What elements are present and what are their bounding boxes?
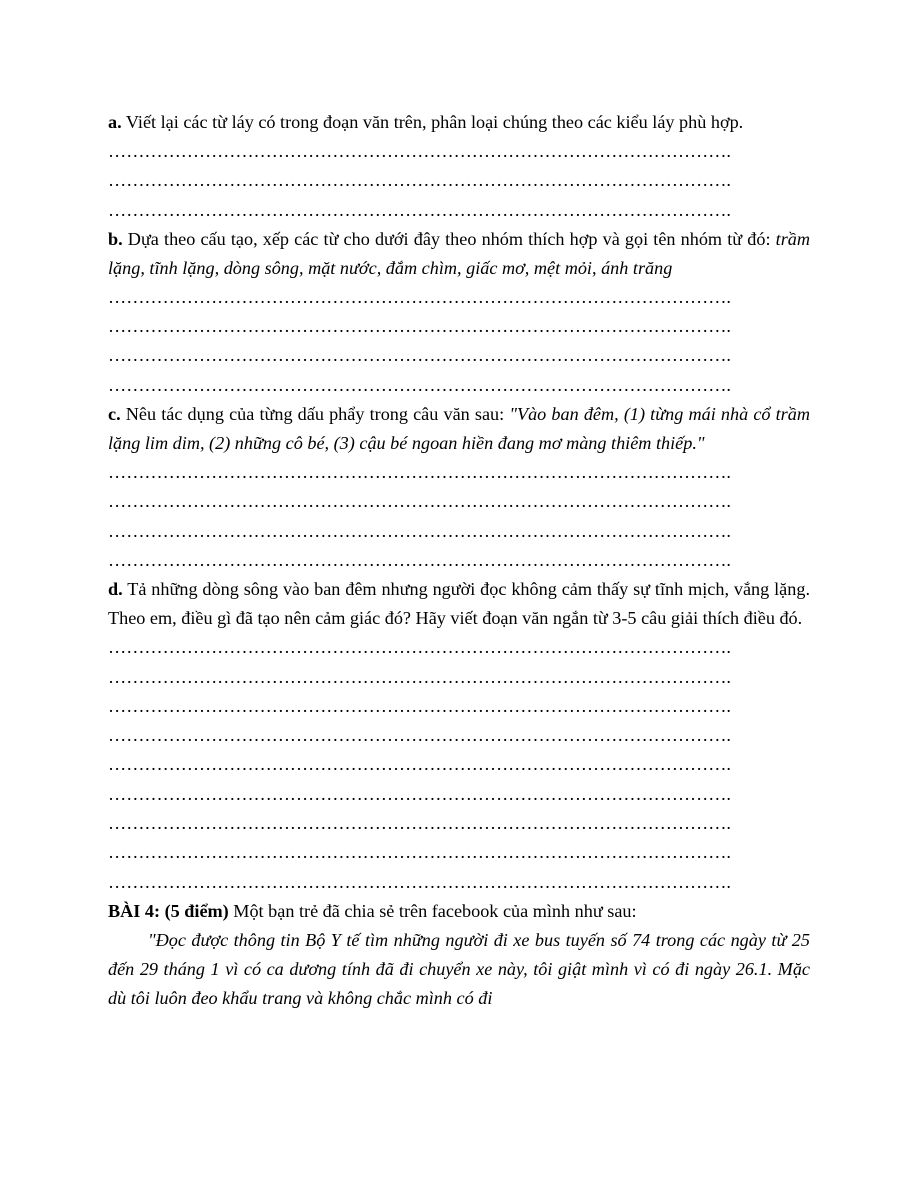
answer-line: …………………………………………………………………………………………. xyxy=(108,374,731,395)
answer-line: …………………………………………………………………………………………. xyxy=(108,141,731,161)
answer-line: …………………………………………………………………………………………. xyxy=(108,842,731,863)
answer-line: …………………………………………………………………………………………. xyxy=(108,170,731,191)
question-c xyxy=(108,400,810,458)
answer-line: …………………………………………………………………………………………. xyxy=(108,754,731,775)
answer-line: …………………………………………………………………………………………. xyxy=(108,345,731,366)
answer-line: …………………………………………………………………………………………. xyxy=(108,491,731,512)
question-d xyxy=(108,575,810,633)
question-c-quote: "Vào ban đêm, (1) từng mái nhà cổ trầm lặng lim dim, (2) những cô bé, (3) cậu bé ngoan hiền đang mơ màng thiêm thiếp." xyxy=(108,404,810,454)
answer-line: …………………………………………………………………………………………. xyxy=(108,462,731,483)
question-a-text: Viết lại các từ láy có trong đoạn văn trên, phân loại chúng theo các kiểu láy phù hợp. xyxy=(121,112,744,132)
exercise-4-quote: "Đọc được thông tin Bộ Y tế tìm những người đi xe bus tuyến số 74 trong các ngày từ 25 đến 29 tháng 1 vì có ca dương tính đã đi chuyển xe này, tôi giật mình vì có đi ngày 26.1. Mặc dù tôi luôn đeo khẩu trang và không chắc mình có đi xyxy=(108,929,810,1008)
question-b xyxy=(108,225,810,283)
answer-line: …………………………………………………………………………………………. xyxy=(108,666,731,687)
answer-line: …………………………………………………………………………………………. xyxy=(108,637,731,658)
answer-line: …………………………………………………………………………………………. xyxy=(108,520,731,541)
question-b-words: trầm lặng, tĩnh lặng, dòng sông, mặt nước, đắm chìm, giấc mơ, mệt mỏi, ánh trăng xyxy=(108,228,810,278)
answer-line: …………………………………………………………………………………………. xyxy=(108,813,731,834)
question-d-label: d. xyxy=(108,579,123,600)
answer-line: …………………………………………………………………………………………. xyxy=(108,286,731,307)
answer-line: …………………………………………………………………………………………. xyxy=(108,725,731,746)
question-d-text: Tả những dòng sông vào ban đêm nhưng người đọc không cảm thấy sự tĩnh mịch, vắng lặng. Theo em, điều gì đã tạo nên cảm giác đó? Hãy viết đoạn văn ngắn từ 3-5 câu giải thích điều đó. xyxy=(108,579,810,629)
question-b-text: Dựa theo cấu tạo, xếp các từ cho dưới đây theo nhóm thích hợp và gọi tên nhóm từ đó: xyxy=(122,228,776,249)
question-a xyxy=(108,108,810,137)
question-c-text: Nêu tác dụng của từng dấu phẩy trong câu văn sau: xyxy=(120,404,510,425)
exercise-4-heading xyxy=(108,897,810,926)
answer-line: …………………………………………………………………………………………. xyxy=(108,783,731,804)
answer-line: …………………………………………………………………………………………. xyxy=(108,549,731,570)
answer-line: …………………………………………………………………………………………. xyxy=(108,199,731,220)
document-content xyxy=(108,108,810,1013)
answer-line: …………………………………………………………………………………………. xyxy=(108,316,731,337)
exercise-4-text: Một bạn trẻ đã chia sẻ trên facebook của mình như sau: xyxy=(228,900,637,921)
question-c-label: c. xyxy=(108,404,121,425)
question-b-label: b. xyxy=(108,228,123,249)
exercise-4-label: BÀI 4: (5 điểm) xyxy=(108,900,229,921)
answer-line: …………………………………………………………………………………………. xyxy=(108,871,731,892)
question-a-label: a. xyxy=(108,112,122,132)
answer-line: …………………………………………………………………………………………. xyxy=(108,695,731,716)
